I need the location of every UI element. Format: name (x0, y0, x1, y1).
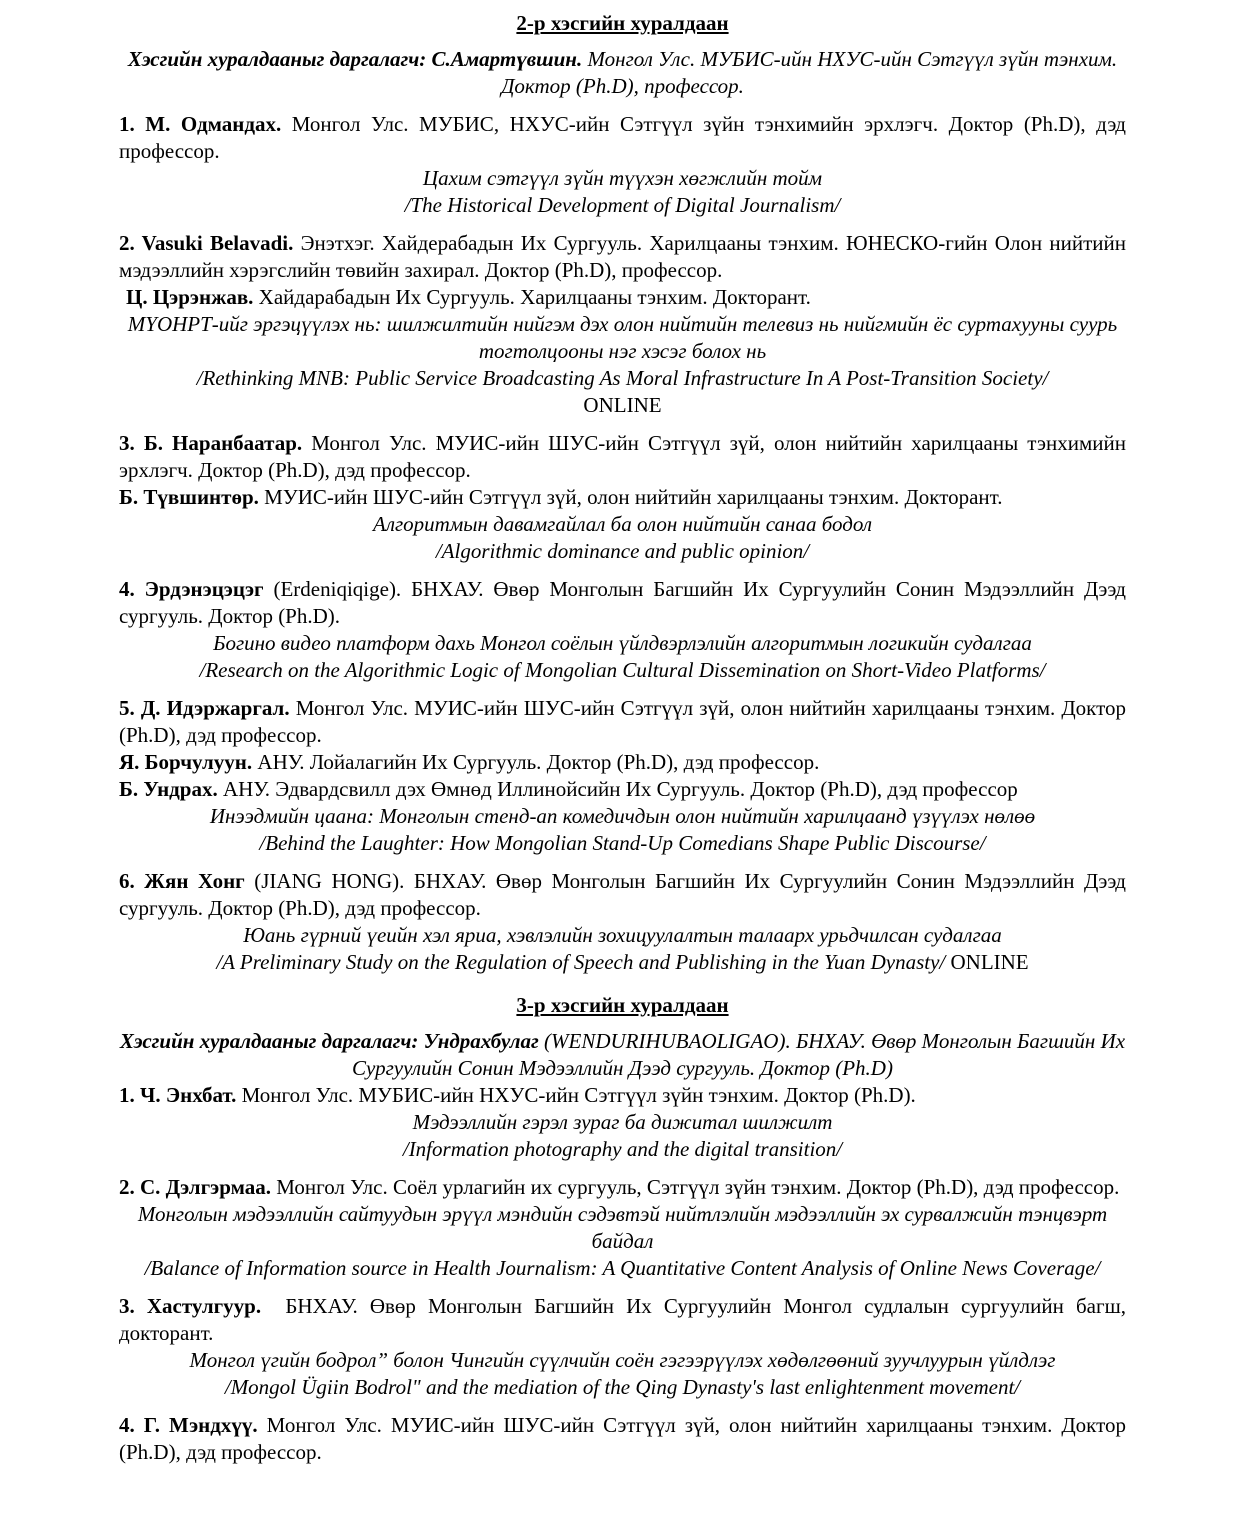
presenter-affiliation: АНУ. Эдвардсвилл дэх Өмнөд Иллинойсийн Их Сургууль. Доктор (Ph.D), дэд профессор (222, 777, 1018, 801)
author-line (119, 430, 1126, 484)
chair-name: Хэсгийн хуралдааныг даргалагч: С.Амартүвшин. (127, 47, 583, 71)
author-line (119, 230, 1126, 284)
chair-affiliation: (WENDURIHUBAOLIGAO). БНХАУ. Өвөр Монголын Багшийн Их Сургуулийн Сонин Мэдээллийн Дээд сургууль. Доктор (Ph.D) (352, 1029, 1126, 1080)
paper-title-mn: Алгоритмын давамгайлал ба олон нийтийн санаа бодол (373, 512, 872, 536)
paper-title-mn: Монгол үгийн бодрол” болон Чингийн сүүлчийн соён гэгээрүүлэх хөдөлгөөний зуучлуурын үйлдлэг (189, 1348, 1056, 1372)
author-line (119, 1082, 1126, 1109)
author-line (119, 776, 1126, 803)
presenter-affiliation: (JIANG HONG). БНХАУ. Өвөр Монголын Багшийн Их Сургуулийн Сонин Мэдээллийн Дээд сургууль. Доктор (Ph.D), дэд профессор. (119, 869, 1126, 920)
paper-title-mn: Юань гүрний үеийн хэл яриа, хэвлэлийн зохицуулалтын талаарх урьдчилсан судалгаа (243, 923, 1002, 947)
presenter-name: Ц. Цэрэнжав. (126, 285, 254, 309)
presenter-affiliation: Монгол Улс. МУИС-ийн ШУС-ийн Сэтгүүл зүй, олон нийтийн харилцааны тэнхим. Доктор (Ph.D), дэд профессор. (119, 696, 1127, 747)
author-line (119, 484, 1126, 511)
presenter-affiliation: БНХАУ. Өвөр Монголын Багшийн Их Сургуулийн Монгол судлалын сургуулийн багш, докторант. (119, 1294, 1127, 1345)
paper-title-mn: Инээдмийн цаана: Монголын стенд-ап комедичдын олон нийтийн харилцаанд үзүүлэх нөлөө (209, 804, 1036, 828)
paper-title-en: /The Historical Development of Digital Journalism/ (404, 193, 841, 217)
author-line (119, 284, 1126, 311)
session-3-header: 3-р хэсгийн хуралдаан (516, 993, 729, 1017)
presentation-item (119, 868, 1126, 976)
presenter-name: Б. Түвшинтөр. (119, 485, 259, 509)
presentation-item (119, 430, 1126, 565)
author-line (119, 1293, 1126, 1347)
presenter-affiliation: АНУ. Лойалагийн Их Сургууль. Доктор (Ph.D), дэд профессор. (257, 750, 820, 774)
paper-title-mn: Монголын мэдээллийн сайтуудын эрүүл мэндийн сэдэвтэй нийтлэлийн мэдээллийн эх сурвалжийн тэнцвэрт байдал (137, 1202, 1108, 1253)
paper-title-mn: Богино видео платформ дахь Монгол соёлын үйлдвэрлэлийн алгоритмын логикийн судалгаа (213, 631, 1032, 655)
presenter-name: 5. Д. Идэржаргал. (119, 696, 290, 720)
author-line (119, 1412, 1126, 1466)
presenter-affiliation: Монгол Улс. МУБИС-ийн НХУС-ийн Сэтгүүл зүйн тэнхим. Доктор (Ph.D). (241, 1083, 916, 1107)
online-badge: ONLINE (583, 393, 662, 417)
presenter-affiliation: Монгол Улс. МУИС-ийн ШУС-ийн Сэтгүүл зүй, олон нийтийн харилцааны тэнхимийн эрхлэгч. Доктор (Ph.D), дэд профессор. (119, 431, 1126, 482)
presenter-name: Б. Ундрах. (119, 777, 218, 801)
presenter-affiliation: Монгол Улс. Соёл урлагийн их сургууль, Сэтгүүл зүйн тэнхим. Доктор (Ph.D), дэд профессор. (276, 1175, 1120, 1199)
author-line (119, 576, 1126, 630)
presenter-name: 6. Жян Хонг (119, 869, 245, 893)
presenter-name: Я. Борчулуун. (119, 750, 253, 774)
session-2-header: 2-р хэсгийн хуралдаан (516, 11, 729, 35)
presenter-name: 4. Эрдэнэцэцэг (119, 577, 264, 601)
presentation-item (119, 1082, 1126, 1163)
paper-title-en: /Research on the Algorithmic Logic of Mongolian Cultural Dissemination on Short-Video Platforms/ (199, 658, 1046, 682)
presenter-name: 4. Г. Мэндхүү. (119, 1413, 258, 1437)
session-2-chair (119, 46, 1126, 100)
presentation-item (119, 1412, 1126, 1466)
author-line (119, 695, 1126, 749)
paper-title-en: /Rethinking MNB: Public Service Broadcasting As Moral Infrastructure In A Post-Transition Society/ (196, 366, 1049, 390)
presenter-name: 2. С. Дэлгэрмаа. (119, 1175, 271, 1199)
presenter-name: 1. М. Одмандах. (119, 112, 282, 136)
paper-title-mn: Мэдээллийн гэрэл зураг ба дижитал шилжилт (412, 1110, 833, 1134)
presentation-item (119, 111, 1126, 219)
paper-title-mn: МҮОНРТ-ийг эргэцүүлэх нь: шилжилтийн нийгэм дэх олон нийтийн телевиз нь нийгмийн ёс суртахууны суурь тогтолцооны нэг хэсэг болох нь (127, 312, 1118, 363)
presenter-affiliation: Энэтхэг. Хайдерабадын Их Сургууль. Харилцааны тэнхим. ЮНЕСКО-гийн Олон нийтийн мэдээллийн хэрэгслийн төвийн захирал. Доктор (Ph.D), профессор. (119, 231, 1127, 282)
paper-title-en: /Algorithmic dominance and public opinion/ (435, 539, 810, 563)
paper-title-en: /Information photography and the digital transition/ (402, 1137, 843, 1161)
paper-title-mn: Цахим сэтгүүл зүйн түүхэн хөгжлийн тойм (422, 166, 823, 190)
presenter-affiliation: (Erdeniqiqige). БНХАУ. Өвөр Монголын Багшийн Их Сургуулийн Сонин Мэдээллийн Дээд сургууль. Доктор (Ph.D). (119, 577, 1126, 628)
paper-title-en: /A Preliminary Study on the Regulation of Speech and Publishing in the Yuan Dynasty/ (216, 950, 946, 974)
chair-affiliation: Монгол Улс. МУБИС-ийн НХУС-ийн Сэтгүүл зүйн тэнхим. Доктор (Ph.D), профессор. (501, 47, 1118, 98)
online-badge: ONLINE (950, 950, 1029, 974)
paper-title-en: /Behind the Laughter: How Mongolian Stand-Up Comedians Shape Public Discourse/ (259, 831, 986, 855)
paper-title-en: /Mongol Ügiin Bodrol" and the mediation of the Qing Dynasty's last enlightenment movement/ (224, 1375, 1021, 1399)
presentation-item (119, 1293, 1126, 1401)
presentation-item (119, 576, 1126, 684)
presenter-affiliation: Монгол Улс. МУБИС, НХУС-ийн Сэтгүүл зүйн тэнхимийн эрхлэгч. Доктор (Ph.D), дэд профессор. (119, 112, 1126, 163)
presentation-item (119, 230, 1126, 419)
presenter-affiliation: Хайдарабадын Их Сургууль. Харилцааны тэнхим. Докторант. (258, 285, 811, 309)
session-3-chair (119, 1028, 1126, 1082)
chair-name: Хэсгийн хуралдааныг даргалагч: Ундрахбулаг (119, 1029, 539, 1053)
presenter-affiliation: Монгол Улс. МУИС-ийн ШУС-ийн Сэтгүүл зүй, олон нийтийн харилцааны тэнхим. Доктор (Ph.D), дэд профессор. (119, 1413, 1126, 1464)
presenter-name: 1. Ч. Энхбат. (119, 1083, 237, 1107)
presenter-name: 3. Хастулгуур. (119, 1294, 262, 1318)
author-line (119, 1174, 1126, 1201)
author-line (119, 868, 1126, 922)
author-line (119, 111, 1126, 165)
paper-title-en: /Balance of Information source in Health Journalism: A Quantitative Content Analysis of Online News Coverage/ (144, 1256, 1101, 1280)
paper-title-line (119, 949, 1126, 976)
presenter-name: 3. Б. Наранбаатар. (119, 431, 303, 455)
author-line (119, 749, 1126, 776)
presentation-item (119, 695, 1126, 857)
presentation-item (119, 1174, 1126, 1282)
presenter-name: 2. Vasuki Belavadi. (119, 231, 294, 255)
presenter-affiliation: МУИС-ийн ШУС-ийн Сэтгүүл зүй, олон нийтийн харилцааны тэнхим. Докторант. (264, 485, 1003, 509)
